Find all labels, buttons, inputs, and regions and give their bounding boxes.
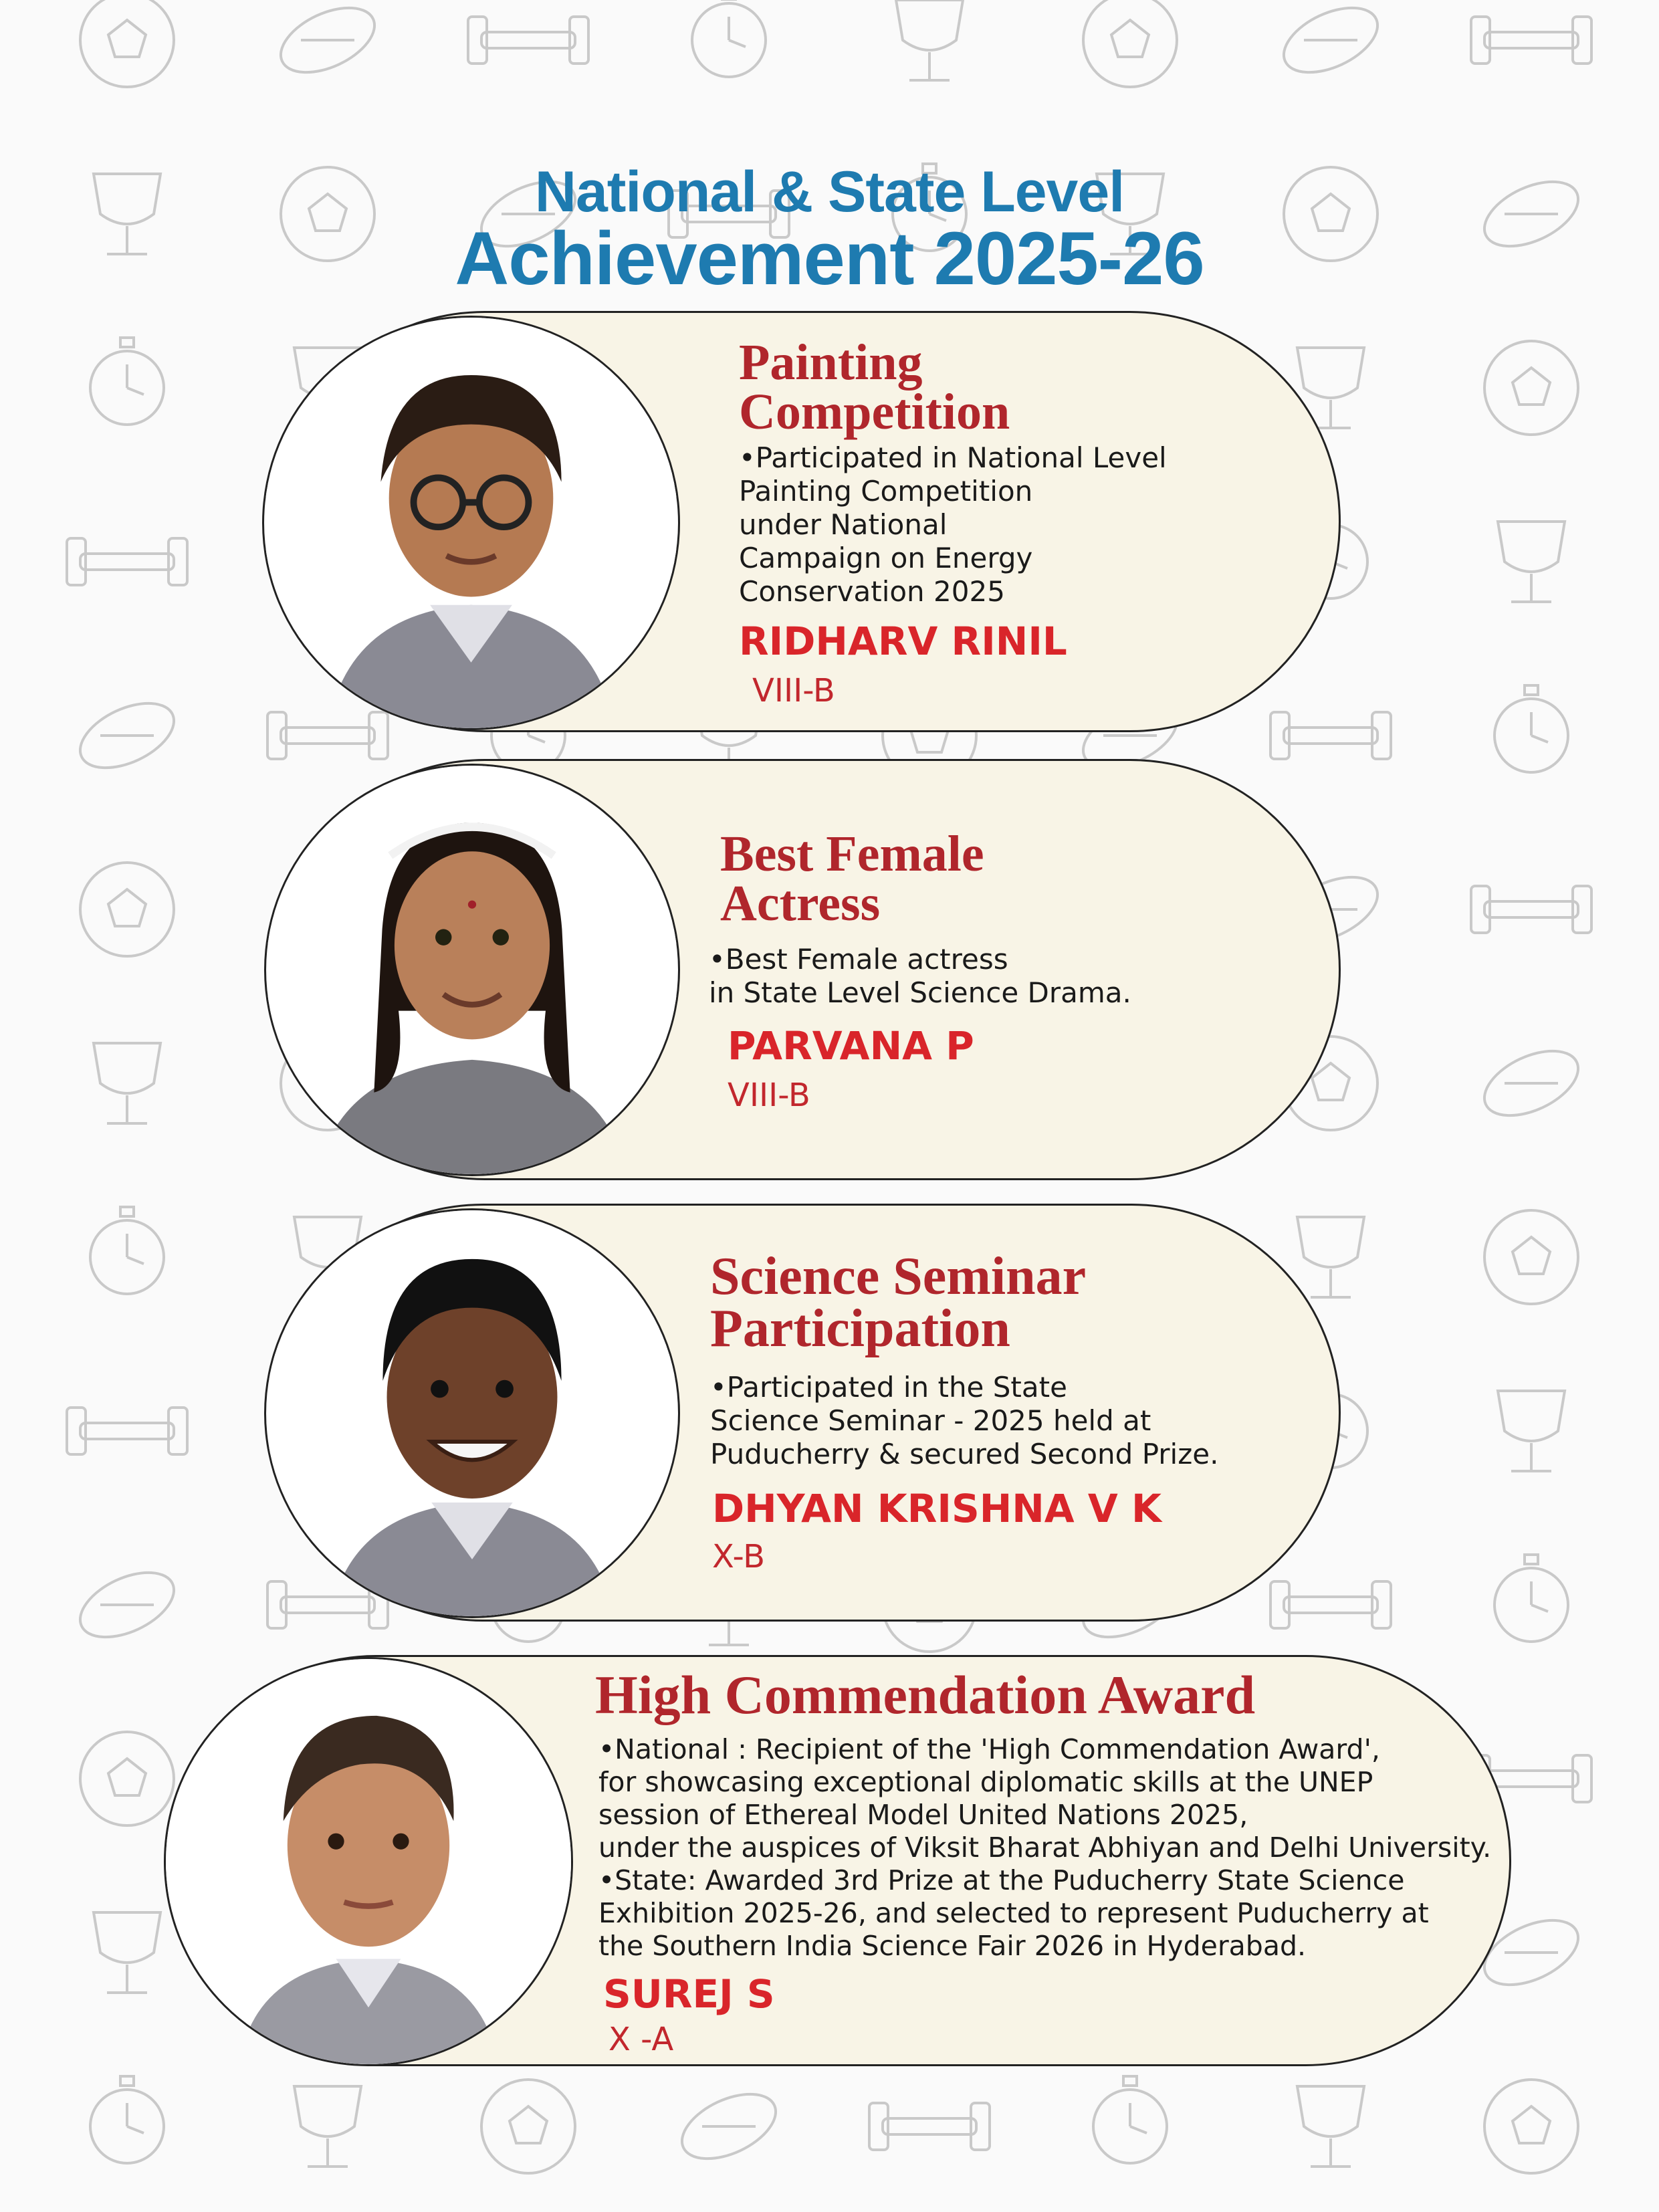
card-description: •Participated in National Level Painting Competition under National Campaign on Energy Conservation 2025 bbox=[739, 441, 1167, 608]
student-class: X -A bbox=[609, 2021, 674, 2058]
student-class: VIII-B bbox=[728, 1077, 810, 1114]
card-title: High Commendation Award bbox=[595, 1664, 1256, 1725]
card-title: Science Seminar Participation bbox=[710, 1247, 1087, 1359]
student-photo-surej bbox=[164, 1657, 573, 2066]
student-portrait-icon bbox=[266, 1210, 678, 1616]
card-description: •Best Female actress in State Level Science Drama. bbox=[709, 943, 1131, 1009]
student-name: SUREJ S bbox=[603, 1971, 775, 2017]
student-name: PARVANA P bbox=[728, 1023, 974, 1069]
card-title: Painting Competition bbox=[739, 334, 1010, 441]
student-portrait-icon bbox=[266, 766, 678, 1174]
student-photo-parvana bbox=[264, 764, 680, 1176]
header-line-2: Achievement 2025-26 bbox=[455, 217, 1204, 300]
header-line-1: National & State Level bbox=[534, 160, 1125, 224]
student-photo-dhyan bbox=[264, 1208, 680, 1618]
student-name: DHYAN KRISHNA V K bbox=[712, 1486, 1162, 1531]
student-photo-ridharv bbox=[262, 316, 680, 730]
card-description: •Participated in the State Science Seminar - 2025 held at Puducherry & secured Second Prize. bbox=[710, 1371, 1219, 1470]
card-description: •National : Recipient of the 'High Commendation Award', for showcasing exceptional diplomatic skills at the UNEP session of Ethereal Model United Nations 2025, under the auspices of Viksit Bharat Abhiyan and Delhi University. •State: Awarded 3rd Prize at the Puducherry State Science Exhibition 2025-26, and selected to represent Puducherry at the Southern India Science Fair 2026 in Hyderabad. bbox=[598, 1733, 1492, 1962]
student-portrait-icon bbox=[166, 1659, 571, 2064]
student-name: RIDHARV RINIL bbox=[739, 619, 1067, 664]
student-class: X-B bbox=[712, 1538, 766, 1575]
student-class: VIII-B bbox=[752, 672, 835, 709]
card-title: Best Female Actress bbox=[720, 826, 984, 932]
student-portrait-icon bbox=[264, 318, 678, 728]
